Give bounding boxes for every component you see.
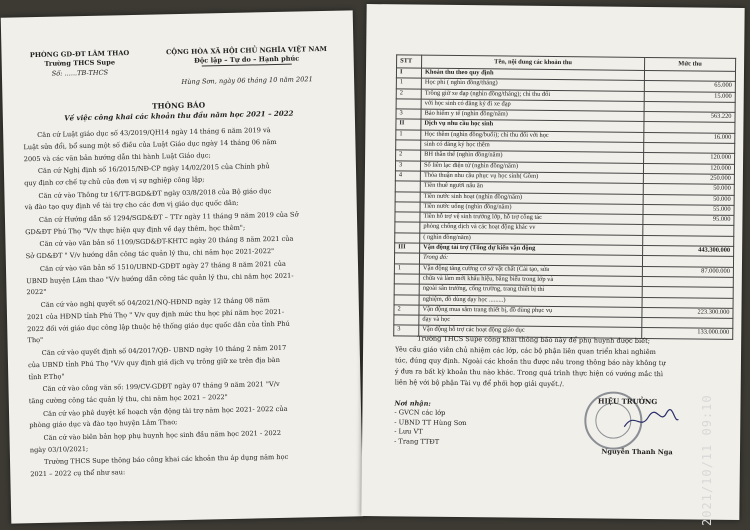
body-line: Căn cứ vào văn bản số 1510/UBND-GDĐT ngày 27 tháng 8 năm 2021 của xyxy=(39,259,286,273)
cell-stt: 2 xyxy=(396,88,421,99)
cell-name: ( nghìn đồng/năm) xyxy=(420,233,643,246)
notice-page-right xyxy=(361,4,744,520)
recipient-item: - UBND TT Hùng Sơn xyxy=(394,417,467,427)
cell-amt: 15.000 xyxy=(644,91,735,102)
closing-line: túc, đúng quy định. Ngoài các khoản thu được nêu trong thông báo này không tự xyxy=(394,356,666,368)
cell-stt: 1 xyxy=(396,78,421,89)
body-line: 2021 – 2022 cụ thể như sau: xyxy=(30,468,126,479)
cell-amt: 563.220 xyxy=(644,112,735,123)
closing-line: Trường THCS Supe công khai thông báo này để phụ huynh được biết; xyxy=(417,334,651,346)
cell-name: Trong đó: xyxy=(419,253,642,266)
recipient-item: - Trang TTĐT xyxy=(394,436,440,446)
cell-amt: 133.000.000 xyxy=(642,328,733,339)
cell-name: chữa và làm mới khẩu hiệu, băng biểu trong lớp và xyxy=(419,274,642,287)
cell-stt: 2 xyxy=(394,305,419,316)
cell-name: với học sinh có đăng ký đi xe đạp xyxy=(421,99,644,112)
notice-body xyxy=(1,10,353,17)
signer-title: HIỆU TRƯỞNG xyxy=(597,396,658,407)
cell-name: Trông giữ xe đạp (nghìn đồng/tháng); chi thu đối xyxy=(421,89,644,102)
closing-text xyxy=(367,4,745,8)
cell-stt xyxy=(395,233,420,244)
school-name: Trường THCS Supe xyxy=(44,58,116,68)
body-line: Căn cứ Luật giáo dục số 43/2019/QH14 ngày 14 tháng 6 năm 2019 và xyxy=(37,126,271,140)
body-line: tăng cường công tác quản lý thu, chi năm học 2021 – 2022" xyxy=(28,393,228,406)
cell-amt: 120.000 xyxy=(643,163,734,174)
cell-amt: 87.000.000 xyxy=(642,266,733,277)
notice-subtitle: Về việc công khai các khoản thu đầu năm học 2021 – 2022 xyxy=(64,108,294,123)
cell-stt: 3 xyxy=(396,109,421,120)
cell-name: ngoài sân trường, cổng trường, trang thiết bị thí xyxy=(419,284,642,297)
cell-stt xyxy=(395,191,420,202)
recipients-list xyxy=(367,4,745,8)
cell-name: Sổ liên lạc điện tử (nghìn đồng/năm) xyxy=(420,161,643,174)
col-stt: STT xyxy=(397,55,422,68)
closing-line: liên hệ với bộ phận Tài vụ để phối hợp giải quyết./. xyxy=(394,378,565,389)
body-line: Căn cứ vào văn bản số 1109/SGD&ĐT-KHTC ngày 20 tháng 8 năm 2021 của xyxy=(39,235,294,249)
cell-stt: 3 xyxy=(395,161,420,172)
cell-amt: 223.300.000 xyxy=(642,307,733,318)
cell-name: Tiền nước sinh hoạt (nghìn đồng/năm) xyxy=(420,192,643,205)
col-name: Tên, nội dung các khoản thu xyxy=(422,55,645,70)
notice-title: THÔNG BÁO xyxy=(152,100,206,111)
cell-amt: 55.000 xyxy=(643,204,734,215)
body-line: GD&ĐT Phú Thọ "V/v thực hiện quy định về dạy thêm, học thêm"; xyxy=(25,223,246,237)
cell-stt xyxy=(395,202,420,213)
cell-stt: III xyxy=(395,243,420,254)
body-line: Căn cứ Nghị định số 16/2015/NĐ-CP ngày 14/02/2015 của Chính phủ xyxy=(37,162,270,176)
cell-stt: II xyxy=(396,119,421,130)
body-line: của UBND tỉnh Phú Thọ "V/v quy định giá dịch vụ trông giữ xe trên địa bàn xyxy=(27,355,281,370)
cell-name: Bảo hiểm y tế (nghìn đồng/năm) xyxy=(421,109,644,122)
cell-amt: 95.000 xyxy=(643,215,734,226)
motto: Độc lập – Tự do – Hạnh phúc xyxy=(193,54,300,65)
recipients-title: Nơi nhận: xyxy=(394,399,431,408)
cell-name: Vận động hỗ trợ các hoạt động giáo dục xyxy=(419,326,642,339)
cell-stt xyxy=(394,253,419,264)
closing-line: Yêu cầu giáo viên chủ nhiệm các lớp, các bộ phận liên quan triển khai nghiêm xyxy=(395,345,656,357)
body-line: tỉnh P.Thọ" xyxy=(28,372,65,381)
body-line: 2021 của HĐND tỉnh Phú Thọ " V/v quy định mức thu học phí năm học 2021- xyxy=(26,307,285,322)
body-line: Căn cứ vào phê duyệt kế hoạch vận động tài trợ năm học 2021- 2022 của xyxy=(42,404,288,418)
body-line: phòng giáo dục và đào tạo huyện Lâm Thao; xyxy=(29,418,178,430)
cell-name: dạy và học xyxy=(419,315,642,328)
body-line: ngày 03/10/2021; xyxy=(29,444,89,455)
cell-name: Vận động tăng cường cơ sở vật chất (Cải tạo, sửa xyxy=(419,264,642,277)
signature-icon xyxy=(620,405,680,436)
cell-amt: 250.000 xyxy=(643,173,734,184)
body-line: Căn cứ vào Thông tư 16/TT-BGD&ĐT ngày 03/8/2018 của Bộ giáo dục xyxy=(38,186,272,200)
doc-date: Hùng Sơn, ngày 06 tháng 10 năm 2021 xyxy=(181,75,313,86)
cell-name: nghiệm, đồ dùng dạy học .........) xyxy=(419,295,642,308)
cell-amt: 50.000 xyxy=(643,184,734,195)
cell-amt: 120.000 xyxy=(644,153,735,164)
cell-amt: 50.000 xyxy=(643,194,734,205)
body-line: Căn cứ vào công văn số: 199/CV-GDĐT ngày 07 tháng 9 năm 2021 "V/v xyxy=(42,380,280,394)
recipient-item: - GVCN các lớp xyxy=(394,408,446,417)
cell-name: phòng chống dịch và các hoạt động khác vv xyxy=(420,223,643,236)
cell-name: Vận động tài trợ (Tổng dự kiến vận động xyxy=(420,243,643,256)
cell-stt: 1 xyxy=(394,263,419,274)
body-line: Căn cứ vào biên bản họp phụ huynh học sinh đầu năm học 2021 - 2022 xyxy=(43,428,282,442)
cell-name: Khoản thu theo quy định xyxy=(421,68,644,81)
cell-name: Thỏa thuận nhu cầu phục vụ học sinh( Gồm) xyxy=(420,171,643,184)
body-line: Luật sửa đổi, bổ sung một số điều của Luật Giáo dục ngày 14 tháng 06 năm xyxy=(23,137,277,152)
cell-stt xyxy=(394,315,419,326)
body-line: Trường THCS Supe thông báo công khai các khoản thu áp dụng năm học xyxy=(43,453,289,467)
cell-amt: 443.300.000 xyxy=(643,245,734,256)
recipient-item: - Lưu VT xyxy=(394,427,423,436)
cell-name: Tiền nước uống (nghìn đồng/năm) xyxy=(420,202,643,215)
signer-name: Nguyễn Thanh Nga xyxy=(601,447,673,457)
cell-stt xyxy=(394,284,419,295)
cell-stt: 3 xyxy=(394,325,419,336)
cell-stt xyxy=(394,294,419,305)
body-line: Sở GD&ĐT " V/v hướng dẫn công tác quản lý thu, chi năm học 2021-2022" xyxy=(25,247,275,261)
body-line: Căn cứ vào nghị quyết số 04/2021/NQ-HĐND ngày 12 tháng 08 năm xyxy=(40,296,270,309)
cell-name: Vận động mua sắm trang thiết bị, đồ dùng phục vụ xyxy=(419,305,642,318)
cell-amt: 65.000 xyxy=(644,81,735,92)
body-line: Thọ" xyxy=(27,336,44,345)
cell-stt: 4 xyxy=(395,171,420,182)
cell-stt: 2 xyxy=(396,150,421,161)
nation-header: CỘNG HÒA XÃ HỘI CHỦ NGHĨA VIỆT NAM xyxy=(166,44,327,57)
cell-stt xyxy=(395,181,420,192)
cell-stt xyxy=(395,222,420,233)
body-line: Căn cứ vào quyết định số 04/2017/QĐ- UBND ngày 10 tháng 2 năm 2017 xyxy=(41,343,287,357)
body-line: 2005 và các văn bản hướng dẫn thi hành Luật Giáo dục; xyxy=(23,150,211,163)
cell-name: sinh có đăng ký học thêm xyxy=(421,140,644,153)
cell-stt: 1 xyxy=(396,130,421,141)
body-line: 2022 đối với giáo dục công lập thuộc hệ thống giáo dục quốc dân của tỉnh Phú xyxy=(27,319,290,333)
body-line: và đào tạo quy định về tài trợ cho các đơn vị giáo dục quốc dân; xyxy=(24,199,239,212)
col-amount: Mức thu xyxy=(645,57,736,71)
cell-name: Tiền thuê người nấu ăn xyxy=(420,181,643,194)
notice-page-left xyxy=(1,10,364,523)
body-line: quy định cơ chế tự chủ của đơn vị sự nghiệp công lập; xyxy=(24,175,205,188)
cell-amt: 16.000 xyxy=(644,132,735,143)
org-name: PHÒNG GD-ĐT LÂM THAO xyxy=(29,49,130,60)
cell-name: Dịch vụ nhu cầu học sinh xyxy=(421,120,644,133)
cell-stt xyxy=(396,99,421,110)
doc-number: Số: ......TB-THCS xyxy=(51,68,109,78)
cell-stt xyxy=(394,274,419,285)
photo-timestamp: 2021/10/11 09:10 xyxy=(700,394,714,526)
body-line: 2022" xyxy=(26,288,47,297)
cell-name: Tiền hỗ trợ vệ sinh trường lớp, hỗ trợ công tác xyxy=(420,212,643,225)
fee-table xyxy=(393,54,736,339)
body-line: UBND huyện Lâm thao "V/v hướng dẫn công tác quản lý thu, chi năm học 2021- xyxy=(26,271,294,285)
cell-name: Học thêm (nghìn đồng/buổi); chi thu đối với học xyxy=(421,130,644,143)
cell-name: Học phí ( nghìn đồng/tháng) xyxy=(421,78,644,91)
closing-line: ý đưa ra bất kỳ khoản thu nào khác. Trong quá trình thực hiện có vướng mắc thì xyxy=(394,367,664,379)
cell-stt xyxy=(396,140,421,151)
body-line: Căn cứ Hướng dẫn số 1294/SGD&ĐT – TTr ngày 11 tháng 9 năm 2019 của Sở xyxy=(38,210,299,224)
cell-stt: I xyxy=(396,68,421,79)
cell-stt xyxy=(395,212,420,223)
cell-name: BH thân thể (nghìn đồng/năm) xyxy=(421,150,644,163)
